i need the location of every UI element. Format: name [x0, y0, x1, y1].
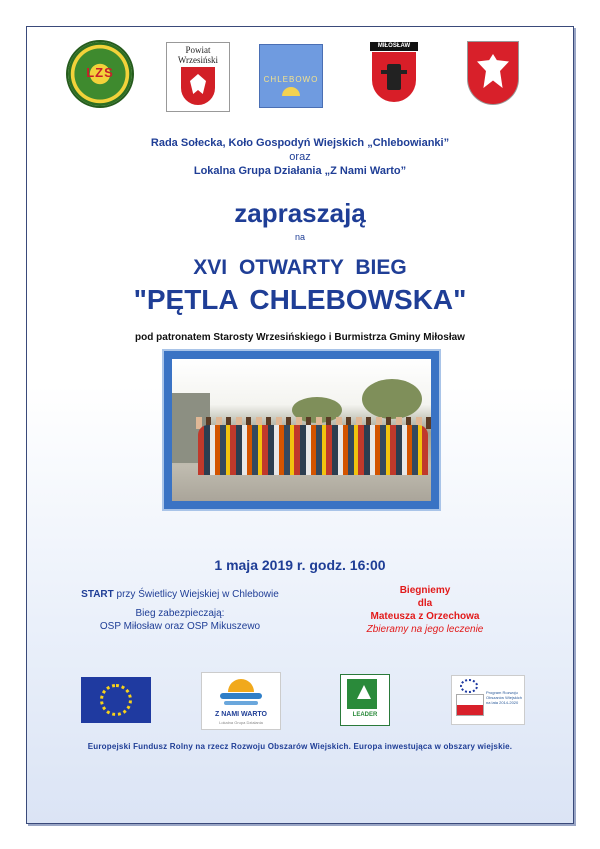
powiat-shield-icon — [181, 67, 215, 105]
tower-icon — [387, 64, 401, 90]
charity-line-4: Zbieramy na jego leczenie — [366, 624, 484, 635]
invite-na: na — [294, 232, 305, 242]
powiat-wrzesinski-logo — [166, 42, 230, 112]
znw-logo-subtitle: Lokalna Grupa Działania — [219, 720, 263, 725]
start-location-text: przy Świetlicy Wiejskiej w Chlebowie — [113, 589, 279, 600]
z-nami-warto-logo — [201, 672, 281, 730]
prow-stars-icon — [460, 679, 478, 693]
powiat-logo-text: Powiat Wrzesiński — [177, 45, 219, 65]
znw-sun-icon — [228, 679, 254, 692]
miloslaw-logo-text: MIŁOSŁAW — [370, 42, 418, 51]
event-name-heading: "PĘTLA CHLEBOWSKA" — [133, 284, 467, 315]
znw-wave-icon — [224, 701, 258, 705]
runners-photo-frame — [162, 349, 441, 511]
charity-line-1: Biegniemy — [399, 585, 451, 596]
patronage-line: pod patronatem Starosty Wrzesińskiego i Burmistrza Gminy Miłosław — [135, 332, 465, 343]
organizer-conjunction: oraz — [289, 151, 311, 163]
chlebowo-logo — [259, 44, 323, 108]
wielkopolska-coat-of-arms — [468, 42, 518, 106]
top-logos — [0, 42, 600, 112]
lzs-logo-text: LZS — [86, 65, 114, 80]
chlebowo-logo-text: CHLEBOWO — [263, 75, 319, 84]
prow-logo — [451, 675, 525, 725]
photo-crowd — [198, 425, 428, 475]
charity-line-3: Mateusza z Orzechowa — [370, 611, 480, 622]
event-date: 1 maja 2019 r. godz. 16:00 — [214, 557, 386, 573]
start-location — [40, 589, 320, 600]
security-text: OSP Miłosław oraz OSP Mikuszewo — [99, 621, 261, 632]
poland-flag-icon — [456, 694, 484, 716]
znw-logo-title: Z NAMI WARTO — [215, 711, 267, 718]
invite-heading: zapraszają — [234, 198, 366, 228]
event-number-heading: XVI OTWARTY BIEG — [193, 256, 407, 279]
runners-photo — [172, 359, 431, 501]
organizer-line-2: Lokalna Grupa Działania „Z Nami Warto” — [193, 165, 407, 177]
eu-stars-icon — [100, 684, 132, 716]
organizer-line-1: Rada Sołecka, Koło Gospodyń Wiejskich „Chlebowianki” — [150, 137, 450, 149]
leader-logo-text: LEADER — [352, 712, 378, 718]
miloslaw-shield-icon — [372, 52, 416, 102]
lzs-logo — [68, 42, 132, 106]
wielkopolska-shield-icon — [468, 42, 518, 104]
eu-flag-logo — [81, 677, 151, 723]
charity-line-2: dla — [417, 598, 433, 609]
prow-logo-text: Program Rozwoju Obszarów Wiejskich na lata 2014-2020 — [486, 690, 523, 705]
footer-eu-fund: Europejski Fundusz Rolny na rzecz Rozwoju Obszarów Wiejskich. Europa inwestująca w obszary wiejskie. — [87, 742, 513, 751]
sun-icon — [282, 87, 300, 96]
leader-logo — [340, 674, 390, 726]
znw-wave-icon — [220, 693, 262, 699]
eagle-icon — [477, 54, 509, 88]
photo-tree — [362, 379, 422, 419]
miloslaw-coat-of-arms — [370, 42, 418, 106]
start-label: START — [81, 589, 114, 600]
security-label: Bieg zabezpieczają: — [135, 608, 225, 619]
